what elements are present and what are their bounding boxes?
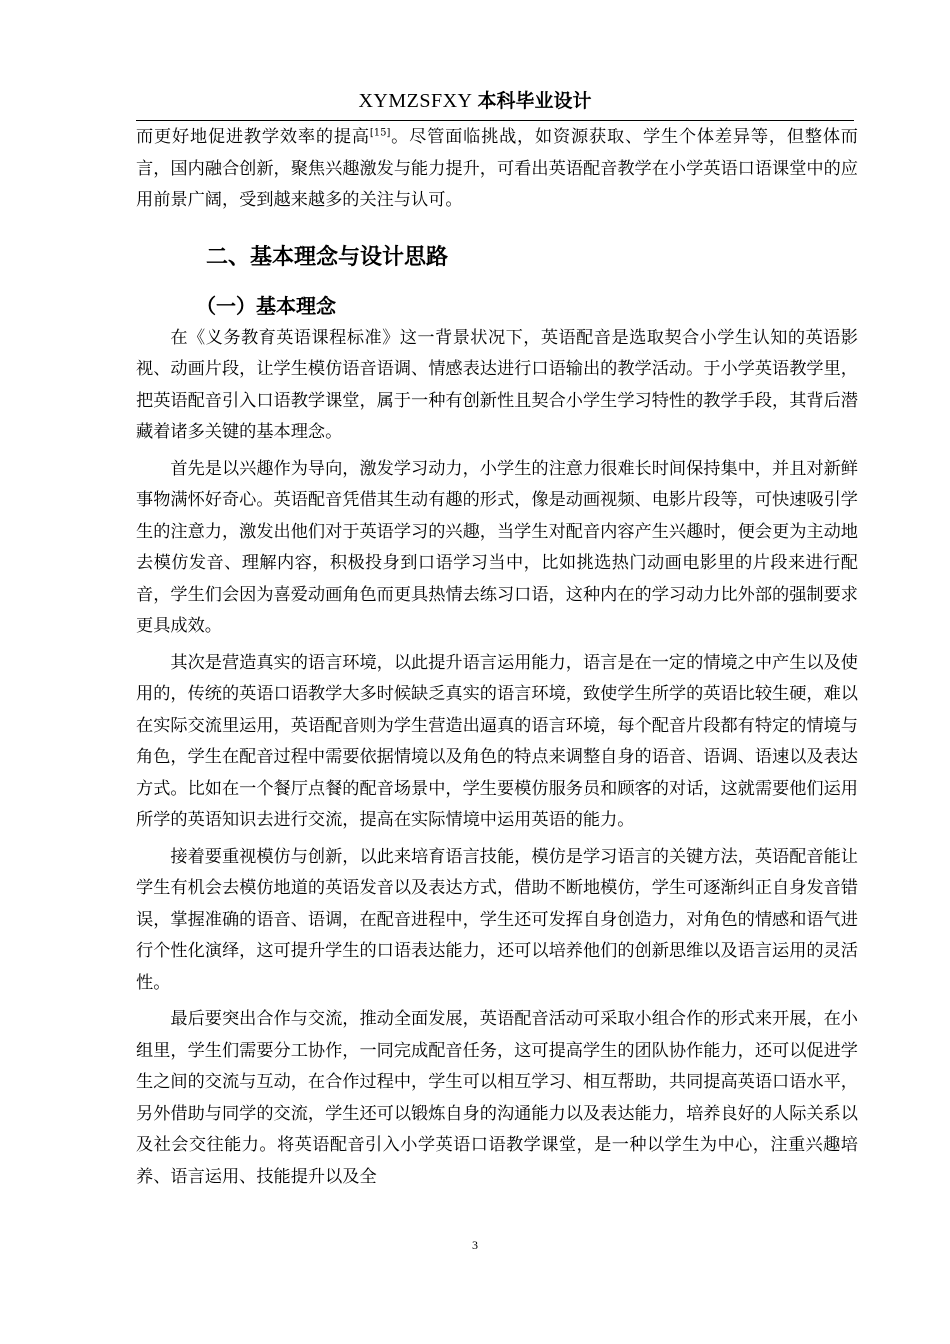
page-number: 3	[472, 1238, 478, 1252]
header-title: 本科毕业设计	[477, 90, 592, 112]
paragraph-text: 。尽管面临挑战，如资源获取、学生个体差异等，但整体而言，国内融合创新，聚焦兴趣激发与能力提升，可看出英语配音教学在小学英语口语课堂中的应用前景广阔，受到越来越多的关注与认可。	[136, 127, 858, 210]
paragraph-4: 接着要重视模仿与创新，以此来培育语言技能，模仿是学习语言的关键方法，英语配音能让学生有机会去模仿地道的英语发音以及表达方式，借助不断地模仿，学生可逐渐纠正自身发音错误，掌握准确的语音、语调，在配音进程中，学生还可发挥自身创造力，对角色的情感和语气进行个性化演绎，这可提升学生的口语表达能力，还可以培养他们的创新思维以及语言运用的灵活性。	[136, 846, 858, 993]
section-heading: 二、基本理念与设计思路	[206, 244, 449, 270]
header-code: XYMZSFXY	[358, 90, 473, 112]
document-body	[136, 122, 858, 1193]
page-header	[136, 86, 814, 120]
paragraph-1: 在《义务教育英语课程标准》这一背景状况下，英语配音是选取契合小学生认知的英语影视、动画片段，让学生模仿语音语调、情感表达进行口语输出的教学活动。于小学英语教学里，把英语配音引入口语教学课堂，属于一种有创新性且契合小学生学习特性的教学手段，其背后潜藏着诸多关键的基本理念。	[136, 327, 858, 442]
subsection-heading: （一）基本理念	[196, 293, 336, 318]
paragraph-text: 而更好地促进教学效率的提高	[136, 127, 370, 147]
paragraph-3: 其次是营造真实的语言环境，以此提升语言运用能力，语言是在一定的情境之中产生以及使用的，传统的英语口语教学大多时候缺乏真实的语言环境，致使学生所学的英语比较生硬，难以在实际交流里运用，英语配音则为学生营造出逼真的语言环境，每个配音片段都有特定的情境与角色，学生在配音过程中需要依据情境以及角色的特点来调整自身的语音、语调、语速以及表达方式。比如在一个餐厅点餐的配音场景中，学生要模仿服务员和顾客的对话，这就需要他们运用所学的英语知识去进行交流，提高在实际情境中运用英语的能力。	[136, 652, 858, 830]
citation-ref: [15]	[369, 127, 391, 139]
paragraph-continued	[136, 122, 858, 217]
paragraph-5: 最后要突出合作与交流，推动全面发展，英语配音活动可采取小组合作的形式来开展，在小组里，学生们需要分工协作，一同完成配音任务，这可提高学生的团队协作能力，还可以促进学生之间的交流与互动，在合作过程中，学生可以相互学习、相互帮助，共同提高英语口语水平，另外借助与同学的交流，学生还可以锻炼自身的沟通能力以及表达能力，培养良好的人际关系以及社会交往能力。将英语配音引入小学英语口语教学课堂，是一种以学生为中心，注重兴趣培养、语言运用、技能提升以及全	[136, 1009, 858, 1187]
paragraph-2: 首先是以兴趣作为导向，激发学习动力，小学生的注意力很难长时间保持集中，并且对新鲜事物满怀好奇心。英语配音凭借其生动有趣的形式，像是动画视频、电影片段等，可快速吸引学生的注意力，激发出他们对于英语学习的兴趣，当学生对配音内容产生兴趣时，便会更为主动地去模仿发音、理解内容，积极投身到口语学习当中，比如挑选热门动画电影里的片段来进行配音，学生们会因为喜爱动画角色而更具热情去练习口语，这种内在的学习动力比外部的强制要求更具成效。	[136, 458, 858, 636]
header-rule	[136, 120, 854, 121]
